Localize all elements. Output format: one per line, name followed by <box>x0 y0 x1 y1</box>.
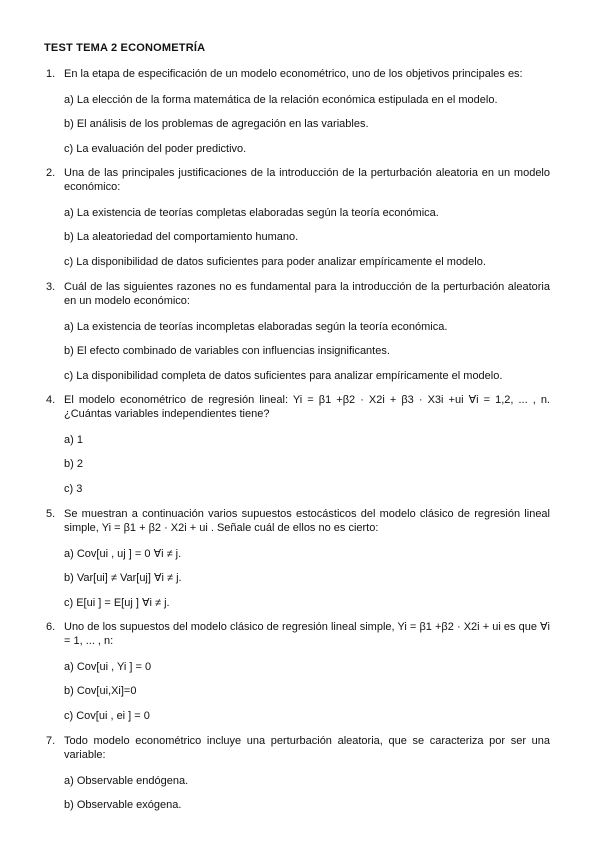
question-number: 7. <box>46 735 56 747</box>
question-text: Se muestran a continuación varios supuestos estocásticos del modelo clásico de regresión lineal simple, Yi = β1 + β2 · X2i + ui . Señale cuál de ellos no es cierto: <box>64 508 550 534</box>
option-b: b) El efecto combinado de variables con influencias insignificantes. <box>64 345 390 357</box>
option-c: c) La evaluación del poder predictivo. <box>64 143 247 155</box>
question-text: Una de las principales justificaciones de la introducción de la perturbación aleatoria en un modelo económico: <box>64 167 550 193</box>
question-text: Uno de los supuestos del modelo clásico de regresión lineal simple, Yi = β1 +β2 · X2i + ui es que ∀i = 1, ... , n: <box>64 621 550 647</box>
option-b: b) Observable exógena. <box>64 799 182 811</box>
document-title: TEST TEMA 2 ECONOMETRÍA <box>44 42 206 54</box>
option-a: a) 1 <box>64 434 83 446</box>
question-number: 3. <box>46 281 56 293</box>
option-c: c) La disponibilidad de datos suficientes para poder analizar empíricamente el modelo. <box>64 256 486 268</box>
question-text: El modelo econométrico de regresión lineal: Yi = β1 +β2 · X2i + β3 · X3i +ui ∀i = 1,2, ... , n. ¿Cuántas variables independientes tiene? <box>64 394 550 420</box>
question-number: 5. <box>46 508 56 520</box>
option-a: a) Cov[ui , uj ] = 0 ∀i ≠ j. <box>64 548 182 560</box>
question-number: 2. <box>46 167 56 179</box>
option-c: c) E[ui ] = E[uj ] ∀i ≠ j. <box>64 597 170 609</box>
option-c: c) 3 <box>64 483 83 495</box>
option-a: a) Cov[ui , Yi ] = 0 <box>64 661 152 673</box>
option-a: a) Observable endógena. <box>64 775 189 787</box>
question-number: 1. <box>46 68 56 80</box>
option-b: b) 2 <box>64 458 83 470</box>
option-a: a) La elección de la forma matemática de la relación económica estipulada en el modelo. <box>64 94 498 106</box>
question-text: En la etapa de especificación de un modelo econométrico, uno de los objetivos principales es: <box>64 68 523 80</box>
option-b: b) Cov[ui,Xi]=0 <box>64 685 137 697</box>
option-a: a) La existencia de teorías incompletas elaboradas según la teoría económica. <box>64 321 448 333</box>
option-c: c) La disponibilidad completa de datos suficientes para analizar empíricamente el modelo. <box>64 370 503 382</box>
option-a: a) La existencia de teorías completas elaboradas según la teoría económica. <box>64 207 439 219</box>
option-b: b) La aleatoriedad del comportamiento humano. <box>64 231 299 243</box>
option-b: b) Var[ui] ≠ Var[uj] ∀i ≠ j. <box>64 572 182 584</box>
option-b: b) El análisis de los problemas de agregación en las variables. <box>64 118 369 130</box>
question-number: 4. <box>46 394 56 406</box>
question-text: Todo modelo econométrico incluye una perturbación aleatoria, que se caracteriza por ser una variable: <box>64 735 550 761</box>
question-text: Cuál de las siguientes razones no es fundamental para la introducción de la perturbación aleatoria en un modelo económico: <box>64 281 550 307</box>
option-c: c) Cov[ui , ei ] = 0 <box>64 710 150 722</box>
question-number: 6. <box>46 621 56 633</box>
